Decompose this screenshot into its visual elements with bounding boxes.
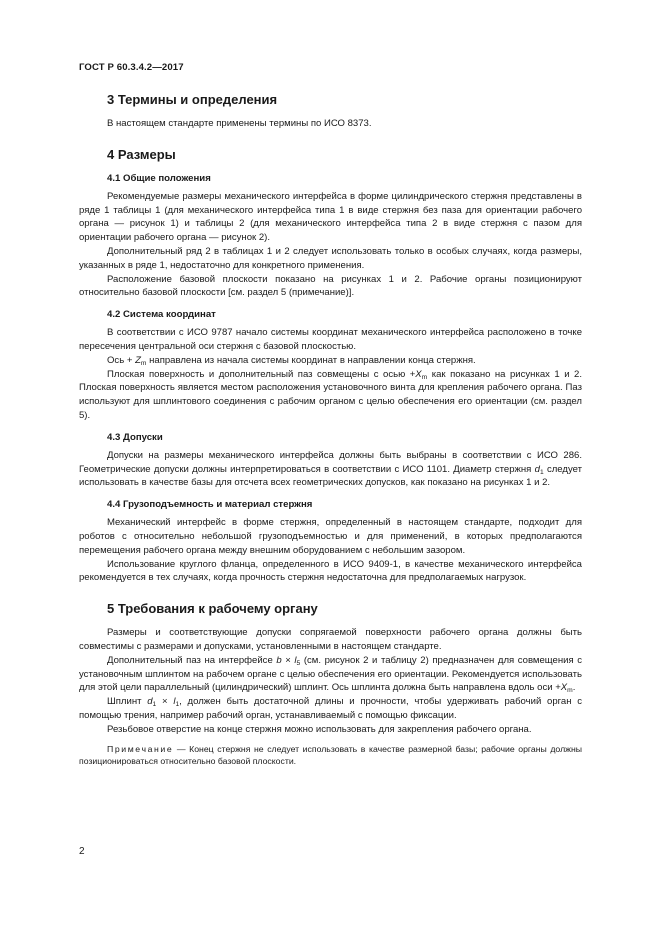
text-run: Ось +	[107, 354, 136, 366]
section-5-note	[79, 743, 582, 768]
times-sign: ×	[156, 696, 174, 708]
axis-subscript: m	[421, 373, 428, 381]
text-run: (см. рисунок 2 и таблицу 2) предназначен для совмещения с установочным шплинтом на рабочем органе с целью обеспечения его ориентации. Рекомендуется использовать для этой цели параллельный (цилиндрический) шплинт. Ось шплинта должна быть направлена вдоль оси +	[79, 654, 582, 694]
subsection-4-1-paragraph-1: Рекомендуемые размеры механического интерфейса в форме цилиндрического стержня представлены в ряде 1 таблицы 1 (для механического интерфейса типа 1 в виде стержня без паза для ориентации рабочего органа — рисунок 1) и таблицы 2 (для механического интерфейса типа 2 в виде стержня с пазом для ориентации рабочего органа — рисунок 2).	[79, 190, 582, 244]
subsection-4-4-title: 4.4 Грузоподъемность и материал стержня	[107, 499, 313, 511]
text-run: как показано на рисунках 1 и 2. Плоская поверхность является местом расположения установочного винта для крепления рабочего органа. Паз используют для шплинтового соединения с рабочим органом с целью обеспечения его ориентации (см. раздел 5).	[79, 368, 582, 421]
section-5-paragraph-1: Размеры и соответствующие допуски сопрягаемой поверхности рабочего органа должны быть совместимы с размерами и допусками, установленными в настоящем стандарте.	[79, 627, 582, 652]
times-sign: ×	[281, 654, 295, 666]
axis-symbol: X	[560, 682, 568, 694]
section-5-paragraph-2	[79, 654, 582, 695]
diameter-symbol: d	[147, 696, 153, 708]
subsection-4-4-paragraph-2: Использование круглого фланца, определенного в ИСО 9409-1, в качестве механического интерфейса рекомендуется в тех случаях, когда прочность стержня недостаточна для предполагаемых нагрузок.	[79, 558, 582, 584]
text-run: Допуски на размеры механического интерфейса должны быть выбраны в соответствии с ИСО 286. Геометрические допуски должны интерпретироваться в соответствии с ИСО 1101. Диаметр стержня	[79, 449, 582, 475]
section-5-title: 5 Требования к рабочему органу	[107, 601, 318, 617]
length-symbol: l	[294, 654, 297, 666]
length-symbol: l	[173, 696, 176, 708]
subsection-4-1-title: 4.1 Общие положения	[107, 172, 211, 184]
diameter-subscript: 1	[539, 468, 544, 476]
subsection-4-2-title: 4.2 Система координат	[107, 309, 216, 321]
subsection-4-3-title: 4.3 Допуски	[107, 431, 163, 443]
text-run: , должен быть достаточной длины и прочности, чтобы удерживать рабочий орган с помощью трения, например рабочий орган, устанавливаемый с помощью фиксации.	[79, 696, 583, 721]
axis-symbol: Z	[135, 354, 141, 366]
subsection-4-1-paragraph-2: Дополнительный ряд 2 в таблицах 1 и 2 следует использовать только в особых случаях, когда размеры, указанных в ряде 1, недостаточно для конкретного применения.	[79, 245, 582, 271]
subsection-4-2-paragraph-1: В соответствии с ИСО 9787 начало системы координат механического интерфейса расположено в точке пересечения центральной оси стержня с базовой плоскостью.	[79, 327, 582, 352]
note-label: Примечание	[107, 743, 174, 754]
section-5-paragraph-4: Резьбовое отверстие на конце стержня можно использовать для закрепления рабочего органа.	[107, 723, 532, 735]
subsection-4-4-paragraph-1: Механический интерфейс в форме стержня, определенный в настоящем стандарте, подходит для роботов с относительно небольшой грузоподъемностью и для применений, в которых предполагаются перемещения рабочего органа между внешним оборудованием с небольшим зазором.	[79, 517, 582, 556]
section-3-title: 3 Термины и определения	[107, 92, 278, 107]
subsection-4-2-paragraph-3	[79, 368, 582, 423]
text-run: Плоская поверхность и дополнительный паз совмещены с осью +	[107, 368, 416, 380]
length-subscript: 5	[296, 659, 301, 667]
text-run: Шплинт	[107, 696, 148, 708]
subsection-4-1-paragraph-3: Расположение базовой плоскости показано на рисунках 1 и 2. Рабочие органы позиционируют относительно базовой плоскости [см. раздел 5 (примечание)].	[79, 273, 582, 299]
text-run: .	[572, 682, 576, 694]
section-4-title: 4 Размеры	[107, 146, 176, 162]
document-body	[79, 92, 582, 776]
subsection-4-2-paragraph-2	[79, 354, 582, 368]
text-run: направлена из начала системы координат в направлении конца стержня.	[146, 354, 476, 366]
note-text: — Конец стержня не следует использовать в качестве размерной базы; рабочие органы должны позиционироваться относительно базовой плоскости.	[79, 743, 582, 766]
text-run: следует использовать в качестве базы для отсчета всех геометрических допусков, как показано на рисунках 1 и 2.	[79, 463, 582, 489]
axis-subscript: m	[567, 687, 573, 695]
text-run: Дополнительный паз на интерфейсе	[107, 654, 277, 666]
diameter-symbol: d	[534, 463, 540, 475]
axis-symbol: X	[415, 368, 422, 380]
subsection-4-3-paragraph-1	[79, 449, 582, 490]
diameter-subscript: 1	[152, 701, 157, 709]
page-number: 2	[79, 846, 85, 857]
standard-designation: ГОСТ Р 60.3.4.2—2017	[79, 62, 184, 73]
section-3-paragraph: В настоящем стандарте применены термины по ИСО 8373.	[107, 118, 372, 129]
length-subscript: 1	[175, 701, 180, 709]
axis-subscript: m	[140, 359, 147, 367]
section-5-paragraph-3	[79, 695, 582, 723]
width-symbol: b	[276, 654, 282, 666]
